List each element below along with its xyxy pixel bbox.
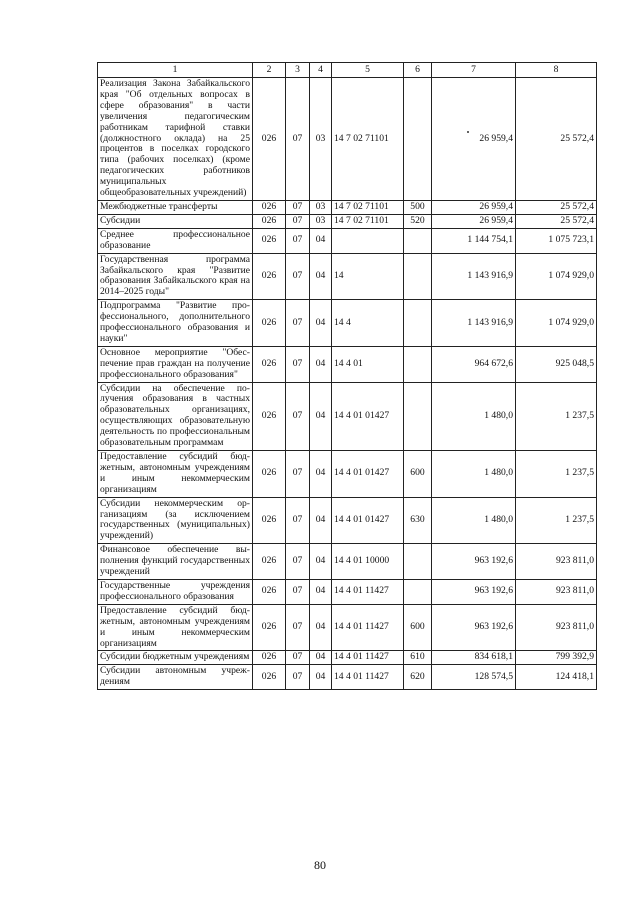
target-article-cell: 14 7 02 71101 [332,214,404,228]
amount-col7-cell: 1 480,0 [432,497,516,544]
target-article-cell: 14 7 02 71101 [332,200,404,214]
gr-code-cell: 026 [253,451,286,498]
subsection-code-cell: 04 [310,300,332,347]
amount-col7-cell: 1 480,0 [432,451,516,498]
section-code-cell: 07 [286,451,310,498]
section-code-cell: 07 [286,382,310,450]
subsection-code-cell: 04 [310,604,332,651]
column-header: 3 [286,63,310,78]
gr-code-cell: 026 [253,78,286,201]
row-name-cell: Субсидии [98,214,253,228]
section-code-cell: 07 [286,300,310,347]
row-name-cell: Государственные учреждения профессионального образования [98,579,253,604]
section-code-cell: 07 [286,214,310,228]
subsection-code-cell: 04 [310,579,332,604]
subsection-code-cell: 04 [310,382,332,450]
section-code-cell: 07 [286,497,310,544]
expense-type-cell: 500 [404,200,432,214]
section-code-cell: 07 [286,346,310,382]
amount-col7-cell: 1 143 916,9 [432,300,516,347]
target-article-cell: 14 4 01 11427 [332,604,404,651]
gr-code-cell: 026 [253,579,286,604]
section-code-cell: 07 [286,78,310,201]
table-row [98,497,597,544]
table-row [98,346,597,382]
gr-code-cell: 026 [253,604,286,651]
expense-type-cell [404,544,432,580]
table-row [98,604,597,651]
target-article-cell [332,228,404,253]
table-row [98,300,597,347]
amount-col8-cell: 25 572,4 [516,78,597,201]
target-article-cell: 14 4 01 01427 [332,382,404,450]
amount-col8-cell: 25 572,4 [516,200,597,214]
target-article-cell: 14 7 02 71101 [332,78,404,201]
subsection-code-cell: 04 [310,544,332,580]
amount-col8-cell: 25 572,4 [516,214,597,228]
amount-col7-cell: 964 672,6 [432,346,516,382]
amount-col8-cell: 1 075 723,1 [516,228,597,253]
expense-type-cell [404,300,432,347]
amount-col8-cell: 923 811,0 [516,579,597,604]
expense-type-cell [404,346,432,382]
amount-col8-cell: 1 074 929,0 [516,300,597,347]
table-row [98,228,597,253]
amount-col8-cell: 925 048,5 [516,346,597,382]
row-name-cell: Субсидии некоммерческим организациям (за исключением государственных (муниципальных) учреждений) [98,497,253,544]
table-row [98,451,597,498]
amount-col7-cell: 26 959,4 [432,78,516,201]
expense-type-cell: 630 [404,497,432,544]
section-code-cell: 07 [286,228,310,253]
target-article-cell: 14 4 01 11427 [332,579,404,604]
table-row [98,382,597,450]
section-code-cell: 07 [286,253,310,300]
table-row [98,665,597,690]
column-header: 4 [310,63,332,78]
gr-code-cell: 026 [253,382,286,450]
column-header: 6 [404,63,432,78]
gr-code-cell: 026 [253,651,286,665]
column-header: 5 [332,63,404,78]
row-name-cell: Реализация Закона Забайкальского края "Об отдельных вопросах в сфере образования" в части увеличения педагогическим работникам тарифной ставки (должностного оклада) на 25 процентов в поселках городского типа (рабочих поселках) (кроме педагогических работников муниципальных общеобразовательных учреждений) [98,78,253,201]
amount-col7-cell: 834 618,1 [432,651,516,665]
expense-type-cell: 600 [404,604,432,651]
expense-type-cell [404,228,432,253]
expense-type-cell: 610 [404,651,432,665]
subsection-code-cell: 04 [310,651,332,665]
row-name-cell: Среднее профессиональное образование [98,228,253,253]
target-article-cell: 14 4 [332,300,404,347]
amount-col7-cell: 128 574,5 [432,665,516,690]
subsection-code-cell: 04 [310,451,332,498]
target-article-cell: 14 4 01 11427 [332,651,404,665]
row-name-cell: Предоставление субсидий бюджетным, автономным учреждениям и иным некоммерческим организациям [98,451,253,498]
table-row [98,200,597,214]
expense-type-cell: 600 [404,451,432,498]
row-name-cell: Финансовое обеспечение выполнения функций государственных учреждений [98,544,253,580]
row-name-cell: Субсидии бюджетным учреждениям [98,651,253,665]
gr-code-cell: 026 [253,346,286,382]
subsection-code-cell: 03 [310,200,332,214]
target-article-cell: 14 4 01 11427 [332,665,404,690]
column-header: 2 [253,63,286,78]
section-code-cell: 07 [286,665,310,690]
table-row [98,253,597,300]
page-number: 80 [314,858,326,872]
amount-col7-cell: 963 192,6 [432,544,516,580]
gr-code-cell: 026 [253,544,286,580]
row-name-cell: Субсидии на обеспечение получения образования в частных образовательных организациях, осуществляющих образовательную деятельность по профессиональным образовательным программам [98,382,253,450]
expense-type-cell [404,78,432,201]
table-row [98,544,597,580]
subsection-code-cell: 03 [310,78,332,201]
expense-type-cell [404,253,432,300]
subsection-code-cell: 04 [310,228,332,253]
amount-col8-cell: 124 418,1 [516,665,597,690]
expense-type-cell: 620 [404,665,432,690]
amount-col8-cell: 1 237,5 [516,451,597,498]
column-header: 1 [98,63,253,78]
amount-col8-cell: 799 392,9 [516,651,597,665]
amount-col7-cell: 1 144 754,1 [432,228,516,253]
amount-col8-cell: 1 074 929,0 [516,253,597,300]
amount-col7-cell: 963 192,6 [432,604,516,651]
subsection-code-cell: 04 [310,665,332,690]
subsection-code-cell: 04 [310,346,332,382]
target-article-cell: 14 4 01 01427 [332,451,404,498]
section-code-cell: 07 [286,544,310,580]
gr-code-cell: 026 [253,200,286,214]
table-row [98,78,597,201]
amount-col8-cell: 923 811,0 [516,544,597,580]
subsection-code-cell: 03 [310,214,332,228]
amount-col7-cell: 26 959,4 [432,214,516,228]
section-code-cell: 07 [286,579,310,604]
column-header: 7 [432,63,516,78]
subsection-code-cell: 04 [310,253,332,300]
target-article-cell: 14 4 01 01427 [332,497,404,544]
amount-col8-cell: 923 811,0 [516,604,597,651]
gr-code-cell: 026 [253,253,286,300]
target-article-cell: 14 [332,253,404,300]
table-row [98,214,597,228]
row-name-cell: Межбюджетные трансферты [98,200,253,214]
target-article-cell: 14 4 01 10000 [332,544,404,580]
amount-col8-cell: 1 237,5 [516,382,597,450]
gr-code-cell: 026 [253,665,286,690]
budget-table [97,62,597,690]
row-name-cell: Предоставление субсидий бюджетным, автономным учреждениям и иным некоммерческим организациям [98,604,253,651]
gr-code-cell: 026 [253,214,286,228]
table-header-row [98,63,597,78]
table-body [98,78,597,690]
section-code-cell: 07 [286,651,310,665]
section-code-cell: 07 [286,200,310,214]
expense-type-cell [404,382,432,450]
amount-col7-cell: 26 959,4 [432,200,516,214]
row-name-cell: Субсидии автономным учреждениям [98,665,253,690]
gr-code-cell: 026 [253,228,286,253]
gr-code-cell: 026 [253,300,286,347]
column-header: 8 [516,63,597,78]
subsection-code-cell: 04 [310,497,332,544]
row-name-cell: Подпрограмма "Развитие профессионального, дополнительного профессионального образования и науки" [98,300,253,347]
section-code-cell: 07 [286,604,310,651]
amount-col7-cell: 1 143 916,9 [432,253,516,300]
scan-speck [467,131,469,133]
row-name-cell: Основное мероприятие "Обеспечение прав граждан на получение профессионального образования" [98,346,253,382]
row-name-cell: Государственная программа Забайкальского края "Развитие образования Забайкальского края на 2014–2025 годы" [98,253,253,300]
table-row [98,651,597,665]
target-article-cell: 14 4 01 [332,346,404,382]
amount-col8-cell: 1 237,5 [516,497,597,544]
gr-code-cell: 026 [253,497,286,544]
amount-col7-cell: 1 480,0 [432,382,516,450]
expense-type-cell: 520 [404,214,432,228]
amount-col7-cell: 963 192,6 [432,579,516,604]
table-row [98,579,597,604]
expense-type-cell [404,579,432,604]
